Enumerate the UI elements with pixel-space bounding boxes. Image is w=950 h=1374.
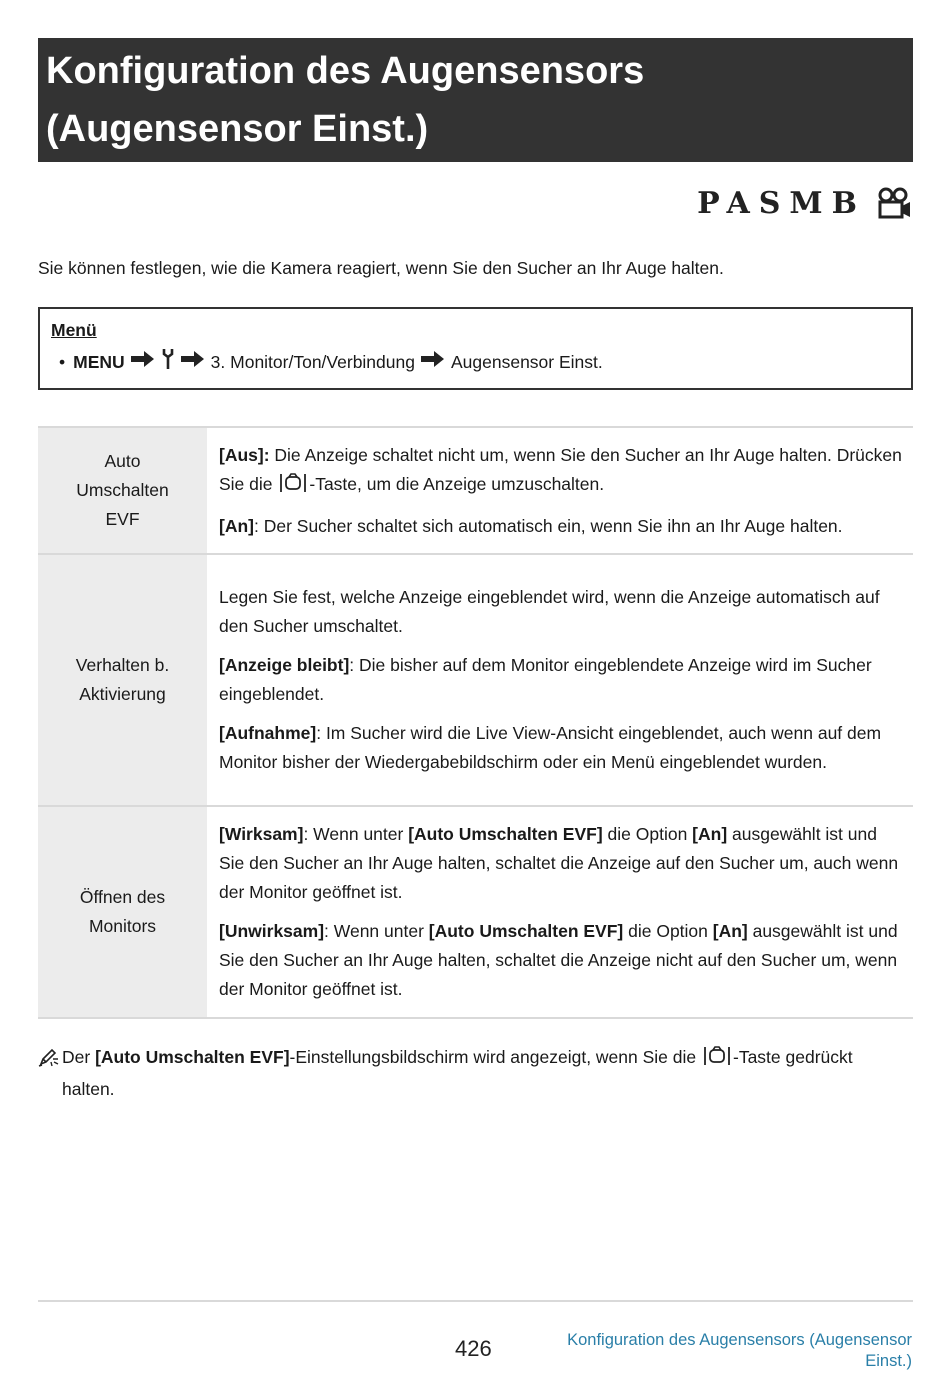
intro-text: Sie können festlegen, wie die Kamera reagiert, wenn Sie den Sucher an Ihr Auge halten. [38,258,724,278]
option-paragraph: Legen Sie fest, welche Anzeige eingeblendet wird, wenn die Anzeige automatisch auf den Sucher umschaltet. [219,587,880,636]
menu-path-box [38,307,913,390]
tip-text-part: -Taste gedrückt halten. [62,1047,853,1099]
settings-table [38,426,913,1019]
option-text: : Wenn unter [303,824,409,844]
setting-name-line: Monitors [88,916,157,936]
menu-heading: Menü [51,320,97,340]
wrench-icon [161,348,175,376]
option-paragraph [219,820,903,907]
arrow-right-icon [421,350,445,374]
option-paragraph [219,512,903,541]
option-text: Die Anzeige schaltet nicht um, wenn Sie den Sucher an Ihr Auge halten. Drücken Sie die [219,444,902,494]
bullet: • [59,352,66,372]
menu-step-eye-sensor: Augensensor Einst. [450,352,603,372]
option-paragraph [219,917,903,1004]
tip-text-part: Der [62,1047,96,1067]
option-text: die Option [602,824,693,844]
option-text: ausgewählt ist und Sie den Sucher an Ihr Auge halten, schaltet die Anzeige nicht auf den Sucher um, wenn der Monitor geöffnet ist. [219,921,898,999]
option-text: ausgewählt ist und Sie den Sucher an Ihr Auge halten, schaltet die Anzeige auf den Sucher um, auch wenn der Monitor geöffnet ist. [219,824,899,902]
setting-name-line: Öffnen des [79,887,166,907]
option-label: [Anzeige bleibt] [219,655,350,675]
option-reference: [An] [712,921,748,941]
option-text: : Im Sucher wird die Live View-Ansicht eingeblendet, auch wenn auf dem Monitor bisher der Wiedergabebildschirm oder ein Menü eingeblendet wurden. [219,723,882,772]
option-label: [Wirksam] [219,824,304,844]
setting-name-line: Umschalten [76,480,169,500]
page-title-line-2: (Augensensor Einst.) [46,108,429,150]
option-reference: [Auto Umschalten EVF] [428,921,624,941]
setting-name-line: Aktivierung [79,684,166,704]
mode-letters: PASMB [697,186,866,221]
table-row [38,806,913,1018]
menu-word: MENU [73,352,125,372]
arrow-right-icon [131,350,155,374]
option-paragraph [219,651,903,709]
tip-pencil-icon [38,1047,60,1076]
setting-name [38,806,207,1018]
display-button-icon [279,473,307,502]
setting-description [207,427,913,554]
movie-mode-icon [876,187,912,221]
option-reference: [Auto Umschalten EVF] [408,824,603,844]
tip-note [38,1043,898,1104]
setting-name [38,427,207,554]
option-label: [Unwirksam] [219,921,325,941]
arrow-right-icon [181,350,205,374]
option-label: [An] [219,515,254,536]
setting-name [38,554,207,806]
page-title-line-1: Konfiguration des Augensensors [46,50,645,92]
tip-reference: [Auto Umschalten EVF] [95,1047,290,1067]
option-label: [Aufnahme] [219,723,317,743]
setting-name-line: Auto [104,451,141,471]
option-paragraph [219,719,903,777]
setting-name-line: Verhalten b. [75,655,170,675]
option-text: : Wenn unter [324,921,429,941]
option-text: -Taste, um die Anzeige umzuschalten. [309,473,605,494]
option-text: : Der Sucher schaltet sich automatisch ein, wenn Sie ihn an Ihr Auge halten. [253,515,843,536]
menu-path [51,348,911,376]
footer-divider [38,1300,913,1302]
setting-name-line: EVF [105,509,140,529]
option-reference: [An] [692,824,728,844]
page-title [38,38,913,162]
menu-step-monitor: 3. Monitor/Ton/Verbindung [210,352,415,372]
table-row [38,554,913,806]
section-link[interactable]: Konfiguration des Augensensors (Augensensor Einst.) [567,1331,912,1370]
setting-description [207,554,913,806]
option-paragraph [219,441,903,502]
setting-description [207,806,913,1018]
option-text: die Option [623,921,713,941]
tip-text-part: -Einstellungsbildschirm wird angezeigt, wenn Sie die [289,1047,701,1067]
table-row [38,427,913,554]
option-text: : Die bisher auf dem Monitor eingeblendete Anzeige wird im Sucher eingeblendet. [219,655,872,704]
page-number: 426 [455,1336,492,1361]
option-label: [Aus]: [219,444,270,465]
shooting-modes [697,186,912,221]
tip-text [38,1043,898,1104]
display-button-icon [703,1046,731,1075]
